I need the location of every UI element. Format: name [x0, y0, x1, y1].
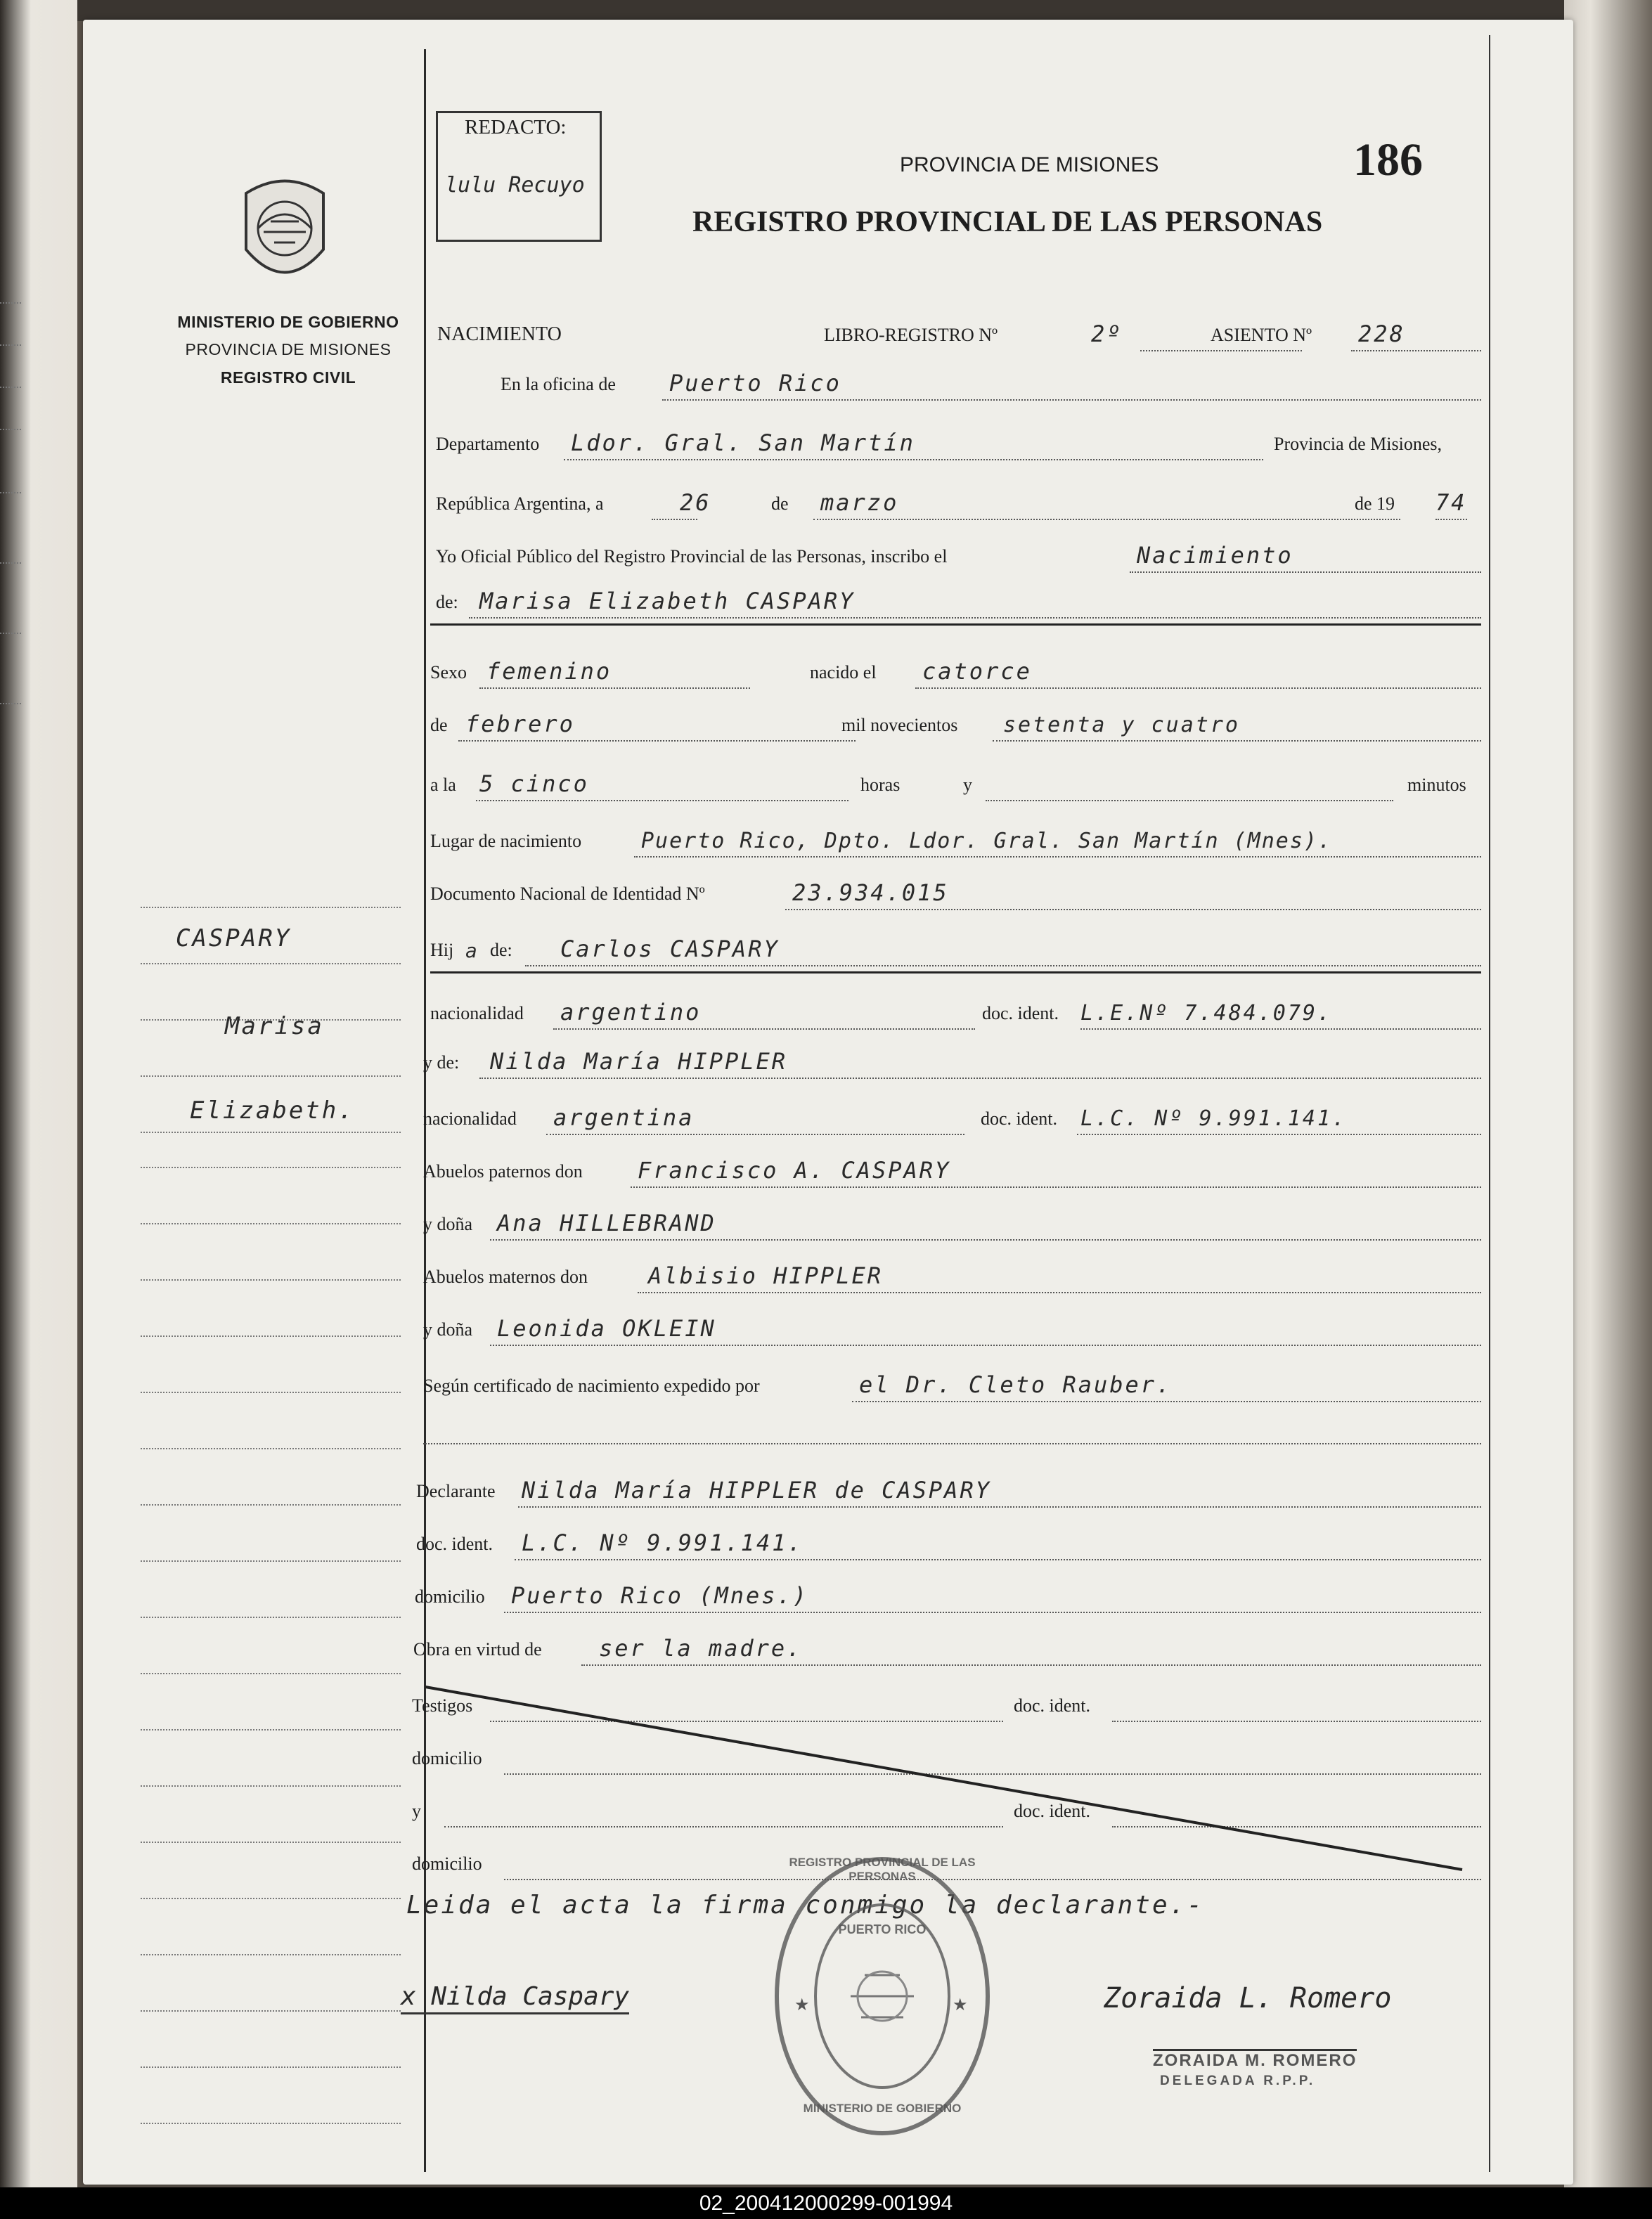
row-lugar	[430, 815, 1481, 858]
sexo-value: femenino	[486, 658, 612, 685]
row-oficina	[430, 358, 1481, 401]
y-de-label: y de:	[423, 1052, 460, 1073]
stamp-middle: PUERTO RICO	[838, 1922, 927, 1936]
mil-value: setenta y cuatro	[1003, 713, 1240, 737]
file-id-footer: 02_200412000299-001994	[0, 2187, 1652, 2219]
seal-emblem-icon	[232, 172, 337, 292]
provincia-title: PROVINCIA DE MISIONES	[900, 153, 1159, 176]
stub-nombre1: Marisa	[225, 1012, 324, 1040]
abuelos-maternos-label: Abuelos maternos don	[423, 1267, 588, 1287]
mil-label: mil novecientos	[841, 715, 958, 735]
row-segun	[423, 1360, 1481, 1402]
inscribo-value: Nacimiento	[1137, 542, 1293, 569]
redacto-label: REDACTO:	[465, 116, 567, 138]
abuela-paterna-value: Ana HILLEBRAND	[497, 1210, 716, 1236]
dni-value: 23.934.015	[792, 879, 949, 906]
nacionalidad-padre-value: argentino	[560, 999, 702, 1026]
testigos-doc-label: doc. ident.	[1014, 1695, 1091, 1716]
nacido-value: catorce	[922, 658, 1032, 685]
hij-suffix: a	[465, 939, 479, 962]
stamp-text: REGISTRO PROVINCIAL DE LAS PERSONAS	[789, 1856, 976, 1883]
row-nac-padre	[430, 988, 1481, 1030]
asiento-label: ASIENTO Nº	[1211, 325, 1312, 345]
abuelo-paterno-value: Francisco A. CASPARY	[638, 1157, 951, 1184]
hora-value: 5 cinco	[479, 770, 589, 797]
row-libro	[430, 309, 1481, 351]
libro-value: 2º	[1091, 321, 1123, 347]
row-abuelos-maternos	[423, 1251, 1481, 1293]
row-departamento	[430, 418, 1481, 460]
nacionalidad-padre-label: nacionalidad	[430, 1003, 524, 1023]
official-signature: Zoraida L. Romero	[1104, 1982, 1392, 2014]
minutos-label: minutos	[1407, 775, 1466, 795]
svg-text:★: ★	[953, 1995, 968, 2014]
testigos-domicilio2-label: domicilio	[412, 1854, 482, 1874]
row-domicilio	[415, 1571, 1481, 1613]
nacimiento-label: NACIMIENTO	[437, 323, 562, 345]
row-inscribo	[430, 531, 1481, 573]
row-abuela-materna	[423, 1304, 1481, 1346]
doc-madre-value: L.C. Nº 9.991.141.	[1080, 1106, 1348, 1131]
testigos-label: Testigos	[412, 1695, 473, 1716]
nacionalidad-madre-label: nacionalidad	[423, 1108, 517, 1129]
doc-declarante-value: L.C. Nº 9.991.141.	[522, 1529, 804, 1556]
obra-label: Obra en virtud de	[413, 1639, 542, 1660]
book-edge	[1564, 0, 1652, 2219]
mes-nacimiento-value: febrero	[465, 711, 575, 737]
hij-de-label: de:	[490, 940, 512, 960]
leida-text: Leida el acta la firma conmigo la declarante.-	[406, 1891, 1204, 1920]
asiento-value: 228	[1358, 321, 1405, 347]
registro-civil-label: REGISTRO CIVIL	[220, 368, 356, 387]
abuelo-materno-value: Albisio HIPPLER	[648, 1262, 883, 1289]
official-name: ZORAIDA M. ROMERO	[1153, 2049, 1357, 2071]
libro-label: LIBRO-REGISTRO Nº	[824, 325, 998, 345]
declarante-signature: x Nilda Caspary	[401, 1982, 629, 2014]
lugar-value: Puerto Rico, Dpto. Ldor. Gral. San Martín (Mnes).	[641, 829, 1333, 853]
redacto-box	[436, 111, 602, 242]
anio-value: 74	[1435, 489, 1467, 516]
row-abuelos-paternos	[423, 1146, 1481, 1188]
registro-title: REGISTRO PROVINCIAL DE LAS PERSONAS	[692, 206, 1323, 238]
svg-text:★: ★	[794, 1995, 810, 2014]
lugar-label: Lugar de nacimiento	[430, 831, 582, 851]
nombre-value: Marisa Elizabeth CASPARY	[479, 588, 856, 614]
ministerio-label: MINISTERIO DE GOBIERNO	[177, 313, 399, 331]
testigos-domicilio-label: domicilio	[412, 1748, 482, 1768]
declarante-value: Nilda María HIPPLER de CASPARY	[522, 1477, 991, 1503]
provincia-misiones-label: Provincia de Misiones,	[1274, 434, 1443, 454]
testigos-doc2-label: doc. ident.	[1014, 1801, 1091, 1821]
nacionalidad-madre-value: argentina	[553, 1104, 695, 1131]
obra-value: ser la madre.	[599, 1635, 803, 1662]
domicilio-value: Puerto Rico (Mnes.)	[511, 1582, 809, 1609]
departamento-value: Ldor. Gral. San Martín	[571, 429, 915, 456]
row-doc-declarante	[416, 1518, 1481, 1560]
republica-label: República Argentina, a	[436, 493, 604, 514]
domicilio-label: domicilio	[415, 1586, 485, 1607]
row-hora	[430, 759, 1481, 801]
departamento-label: Departamento	[436, 434, 540, 454]
row-padre	[430, 924, 1481, 966]
official-stamp-icon	[766, 1849, 998, 2144]
abuela-materna-value: Leonida OKLEIN	[497, 1315, 716, 1342]
abuelos-paternos-label: Abuelos paternos don	[423, 1161, 583, 1182]
stub-nombre2: Elizabeth.	[190, 1096, 355, 1125]
inscribo-label: Yo Oficial Público del Registro Provincial de las Personas, inscribo el	[436, 546, 948, 567]
y-label: y	[963, 775, 972, 795]
row-fecha-nacimiento	[430, 699, 1481, 742]
row-nombre	[430, 576, 1481, 619]
row-madre	[423, 1037, 1481, 1079]
doc-padre-label: doc. ident.	[982, 1003, 1059, 1023]
official-title: DELEGADA R.P.P.	[1160, 2074, 1316, 2088]
row-nac-madre	[423, 1093, 1481, 1135]
provincia-label-left: PROVINCIA DE MISIONES	[185, 340, 392, 358]
row-dni	[430, 868, 1481, 910]
de-label: de	[771, 493, 789, 514]
dni-label: Documento Nacional de Identidad Nº	[430, 884, 705, 904]
stamp-bottom: MINISTERIO DE GOBIERNO	[803, 2102, 962, 2115]
doc-declarante-label: doc. ident.	[416, 1534, 493, 1554]
previous-page-edge	[0, 0, 77, 2219]
row-republica	[430, 478, 1481, 520]
row-obra	[413, 1624, 1481, 1666]
nacido-label: nacido el	[810, 662, 877, 682]
de-mes-label: de	[430, 715, 448, 735]
oficina-value: Puerto Rico	[669, 370, 841, 396]
de-19-label: de 19	[1355, 493, 1395, 514]
oficina-label: En la oficina de	[501, 374, 616, 394]
y-dona-materna-label: y doña	[423, 1319, 473, 1340]
a-la-label: a la	[430, 775, 456, 795]
horas-label: horas	[860, 775, 901, 795]
row-declarante	[416, 1466, 1481, 1508]
page-number: 186	[1353, 134, 1423, 186]
madre-value: Nilda María HIPPLER	[490, 1048, 788, 1075]
redacto-signature: lulu Recuyo	[445, 173, 585, 198]
testigos-y-label: y	[412, 1801, 421, 1821]
y-dona-paterna-label: y doña	[423, 1214, 473, 1234]
row-sexo	[430, 647, 1481, 689]
sexo-label: Sexo	[430, 662, 467, 682]
row-segun-cont	[430, 1402, 1481, 1444]
stub-apellido: CASPARY	[176, 924, 292, 952]
de-nombre-label: de:	[436, 592, 458, 612]
declarante-label: Declarante	[416, 1481, 496, 1501]
doc-padre-value: L.E.Nº 7.484.079.	[1080, 1001, 1333, 1026]
dia-value: 26	[680, 489, 711, 516]
doc-madre-label: doc. ident.	[981, 1108, 1058, 1129]
background-top	[0, 0, 1652, 21]
segun-label: Según certificado de nacimiento expedido por	[423, 1376, 760, 1396]
segun-value: el Dr. Cleto Rauber.	[859, 1371, 1173, 1398]
padre-value: Carlos CASPARY	[560, 936, 780, 962]
row-abuela-paterna	[423, 1198, 1481, 1241]
mes-value: marzo	[820, 489, 899, 516]
hij-label: Hij	[430, 940, 454, 960]
